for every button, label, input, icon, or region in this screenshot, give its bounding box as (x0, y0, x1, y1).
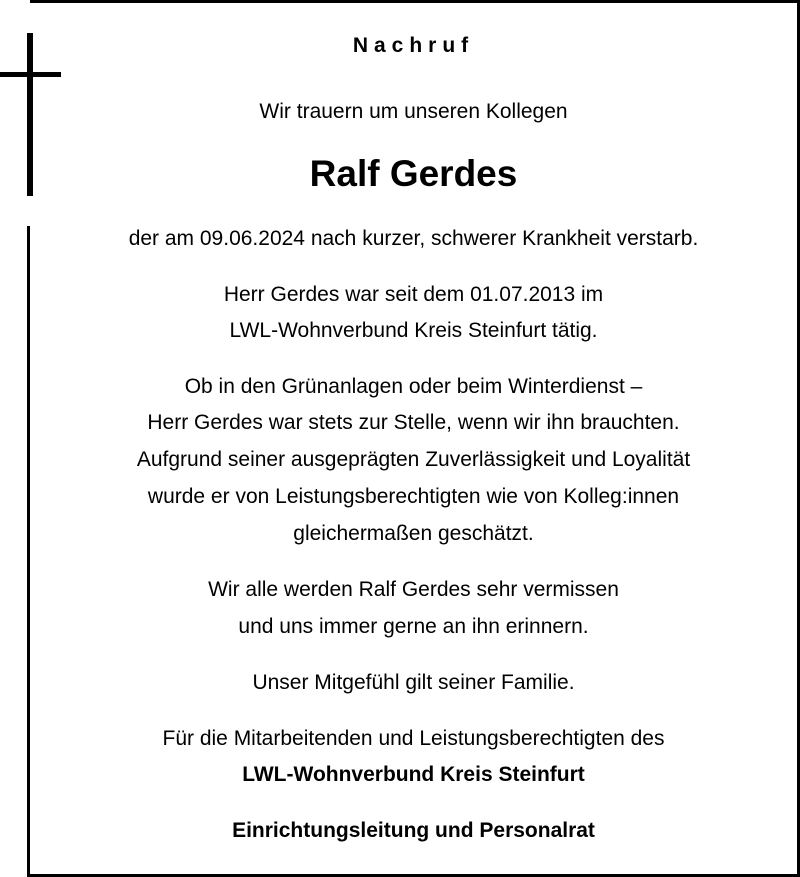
employment-line: LWL-Wohnverbund Kreis Steinfurt tätig. (229, 319, 598, 342)
sympathy-line: Unser Mitgefühl gilt seiner Familie. (252, 671, 575, 694)
border-top (30, 0, 800, 3)
employment-line: Herr Gerdes war seit dem 01.07.2013 im (223, 283, 604, 306)
signoff-signatories: Einrichtungsleitung und Personalrat (232, 819, 595, 842)
tribute-line: Ob in den Grünanlagen oder beim Winterdienst – (184, 375, 643, 398)
cross-horizontal-bar (0, 72, 61, 77)
remembrance-line: Wir alle werden Ralf Gerdes sehr vermissen (208, 578, 619, 601)
deceased-name: Ralf Gerdes (309, 153, 518, 194)
tribute-line: gleichermaßen geschätzt. (293, 522, 534, 545)
tribute-line: Aufgrund seiner ausgeprägten Zuverlässigkeit und Loyalität (136, 448, 691, 471)
notice-title: Nachruf (352, 34, 475, 57)
tribute-line: wurde er von Leistungsberechtigten wie von Kolleg:innen (147, 485, 680, 508)
signoff-organization: LWL-Wohnverbund Kreis Steinfurt (242, 763, 585, 786)
remembrance-line: und uns immer gerne an ihn erinnern. (238, 615, 589, 638)
signoff-on-behalf: Für die Mitarbeitenden und Leistungsberechtigten des (162, 727, 665, 750)
intro-line: Wir trauern um unseren Kollegen (259, 100, 568, 123)
tribute-line: Herr Gerdes war stets zur Stelle, wenn wir ihn brauchten. (147, 411, 680, 434)
death-line: der am 09.06.2024 nach kurzer, schwerer Krankheit verstarb. (128, 227, 699, 250)
